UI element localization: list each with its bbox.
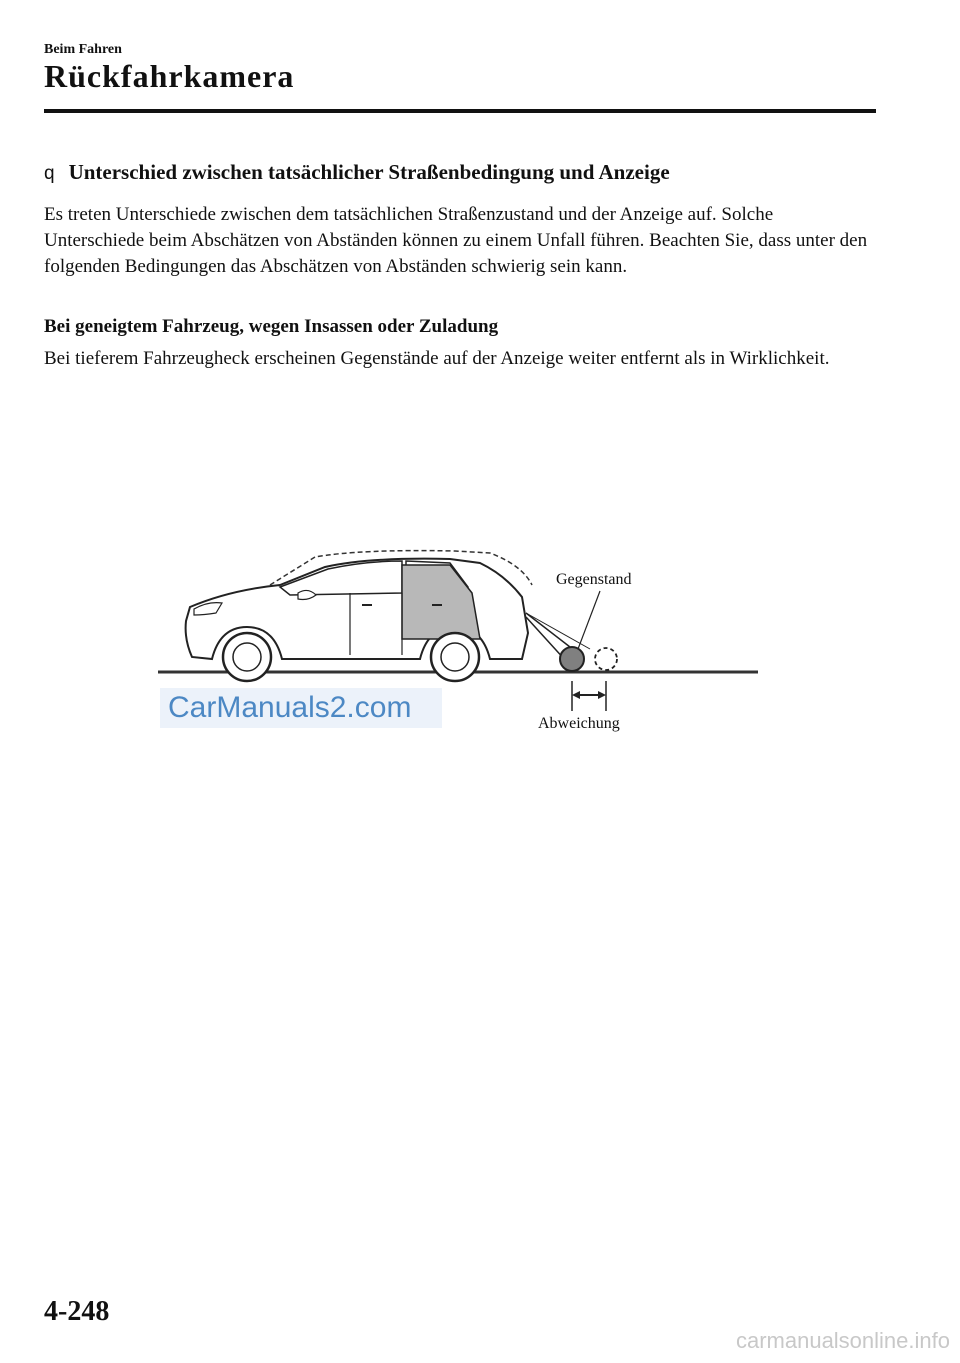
title-divider [44,109,876,113]
label-leader [578,591,600,649]
condition-paragraph: Bei tieferem Fahrzeugheck erscheinen Gegenstände auf der Anzeige weiter entfernt als in Wirklichkeit. [44,348,830,369]
object-displayed [595,648,617,670]
page-number: 4-248 [44,1296,110,1327]
watermark-logo: CarManuals2.com [160,688,442,728]
intro-paragraph: Es treten Unterschiede zwischen dem tatsächlichen Straßenzustand und der Anzeige auf. Solche Unterschiede beim Abschätzen von Abständen können zu einem Unfall führen. Beachten Sie, dass unter den folgenden Bedingungen das Abschätzen von Abständen schwierig sein kann. [44,204,868,277]
section-label: Beim Fahren [44,42,122,57]
object-label: Gegenstand [556,571,632,588]
condition-subheading: Bei geneigtem Fahrzeug, wegen Insassen oder Zuladung [44,316,499,337]
section-heading-text: Unterschied zwischen tatsächlicher Straßenbedingung und Anzeige [68,160,670,184]
object-actual [560,647,584,671]
section-heading [44,160,904,185]
page-title: Rückfahrkamera [44,58,295,94]
footer-watermark: carmanualsonline.info [735,1328,950,1353]
bullet-icon: q [44,163,55,184]
deviation-label: Abweichung [538,715,620,732]
